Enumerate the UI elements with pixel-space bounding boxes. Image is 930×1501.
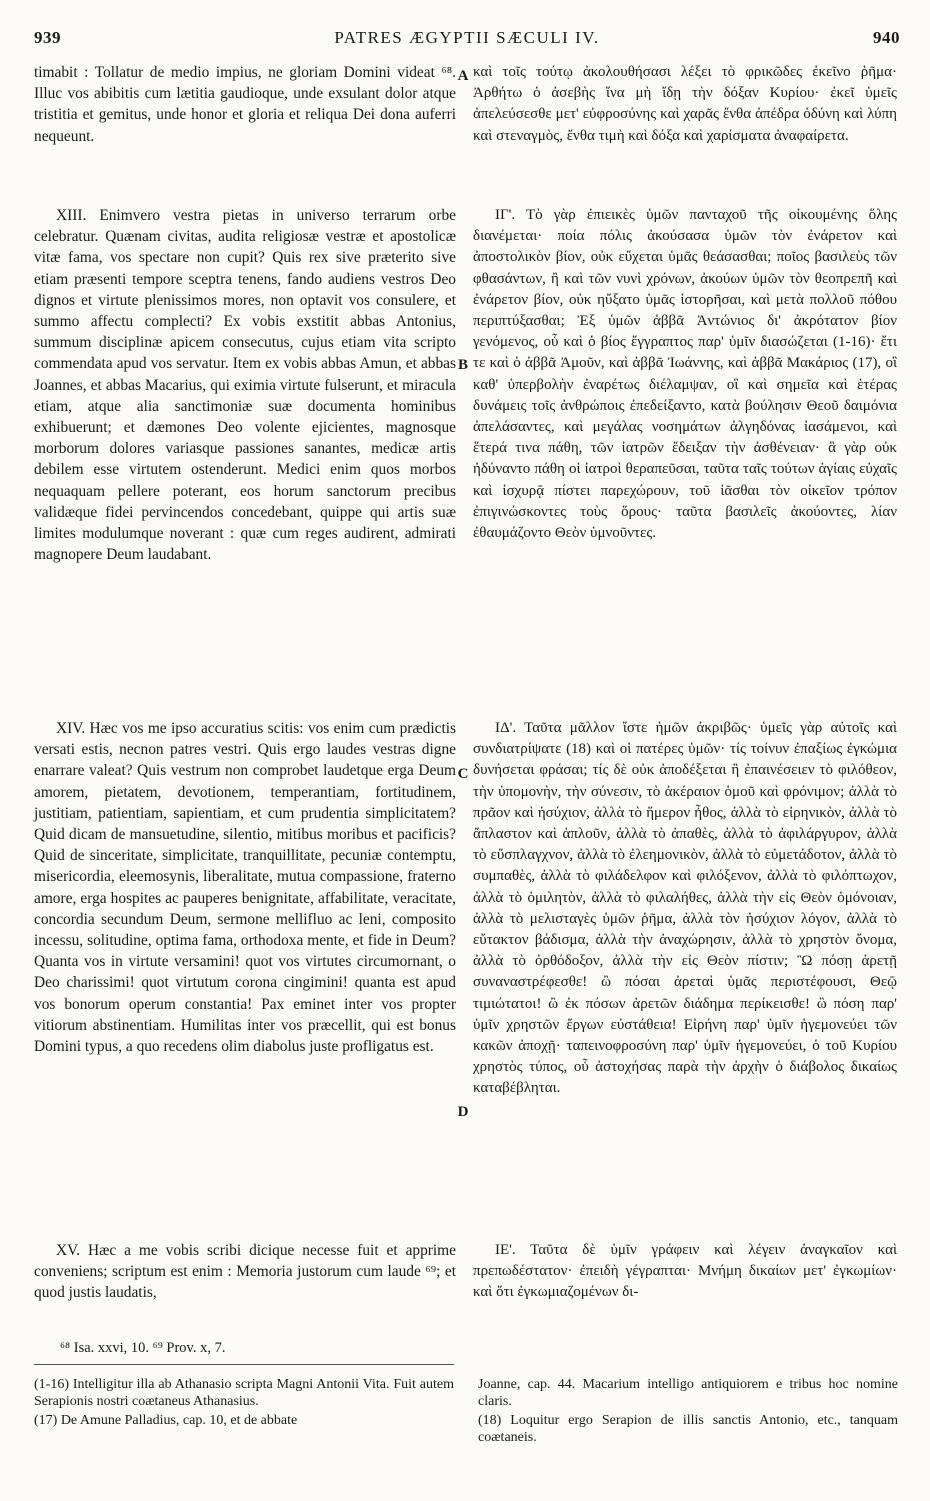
footnotes-left [34,1376,454,1431]
margin-letter-d: D [457,1104,469,1120]
footnotes-right [478,1376,898,1448]
footnote-rule [34,1364,454,1365]
latin-paragraph-14: XIV. Hæc vos me ipso accuratius scitis: vos enim cum prædictis versati estis, necnon patres vestri. Quis ergo laudes vestras digne enarrare valeat? Quis vestrum non comprobet laudetque erga Deum amorem, pietatem, devotionem, temperantiam, fortitudinem, justitiam, patientiam, sapientiam, et cum prudentia simplicitatem? Quid dicam de mansuetudine, silentio, mitibus moribus et pacificis? Quid de sinceritate, simplicitate, tranquillitate, pecuniæ contemptu, misericordia, eleemosynis, liberalitate, mutua compassione, fraterno amore, erga hospites ac pauperes benignitate, affabilitate, veracitate, concordia secundum Deum, sermone mellifluo ac leni, composito incessu, solitudine, optima fama, orthodoxa mente, et fide in Deum? Quanta vos in virtute versamini! quot vos virtutes circumornant, o Deo charissimi! quot virtutum corona cingimini! quanta est apud vos bonorum operum constantia! Pax eminet inter vos propter vitiorum abstinentiam. Humilitas inter vos præcellit, qui est bonus Domini typus, a quo recedens olim diabolus juste profligatus est. [34,720,456,1056]
running-title: PATRES ÆGYPTII SÆCULI IV. [334,28,600,47]
footnote-18: (18) Loquitur ergo Serapion de illis sanctis Antonio, etc., tanquam coætaneis. [478,1413,898,1445]
latin-paragraph-1: timabit : Tollatur de medio impius, ne gloriam Domini videat ⁶⁸. Illuc vos abibitis cum lætitia gaudioque, unde exsulant dolor atque tristitia et gemitus, unde honor et gloria et reliqua Dei dona auferri nequeunt. [34,64,456,145]
greek-paragraph-13: ΙΓ'. Τὸ γὰρ ἐπιεικὲς ὑμῶν πανταχοῦ τῆς οἰκουμένης ὅλης διανέμεται· ποία πόλις ἀκούσασα ὑμῶν τὸν ἐνάρετον καὶ ἀποστολικὸν βίον, οὐκ εὔχεται ὑμᾶς θεάσασθαι; ποῖος βασιλεὺς τῶν φθασάντων, ἢ καὶ τῶν νυνὶ χρόνων, ἀκούων ὑμῶν τὸν θεοπρεπῆ καὶ ἐνάρετον βίον, οὐκ ηὔξατο ὑμᾶς ἱστορῆσαι, καὶ μετὰ πολλοῦ πόθου περιπτύξασθαι; Ἐξ ὑμῶν ἀββᾶ Ἀντώνιος δι' ἀκρότατον βίον γενόμενος, οὗ καὶ ὁ βίος ἔγγραπτος παρ' ὑμῖν διασώζεται (1-16)· ἔτι τε καὶ ὁ ἀββᾶ Ἀμοῦν, καὶ ἀββᾶ Ἰωάννης, καὶ ἀββᾶ Μακάριος (17), οἳ καθ' ὑπερβολὴν ἐναρέτως διέλαμψαν, οἳ καὶ σημεῖα καὶ ἑτέρας δυνάμεις τοῖς ἀνθρώποις ἐπεδείξαντο, κατὰ βούλησιν Θεοῦ δαιμόνια ἀπελάσαντες, καὶ μεγάλας νοσημάτων ἀλγηδόνας ἰασάμενοι, καὶ ἕτερά τινα πάθη, τῶν ἰατρῶν ἔδειξαν τὴν ἀσθένειαν· ἃ γὰρ οὐκ ἠδύναντο πάθη οἱ ἰατροὶ θεραπεῦσαι, ταῦτα ταῖς τούτων ἁγίαις εὐχαῖς καὶ ἰσχυρᾷ πίστει παρεχώρουν, τοῦ ἰᾶσθαι τὸν οἰκεῖον τρόπον ἐπιγινώσκοντες τοὺς ὅρους· ταῦτα βασιλεῖς ἀκούοντες, λίαν ἐθαυμάζοντο Θεὸν ὑμνοῦντες. [473,207,897,542]
greek-paragraph-1: καὶ τοῖς τούτῳ ἀκολουθήσασι λέξει τὸ φρικῶδες ἐκεῖνο ῥῆμα· Ἀρθήτω ὁ ἀσεβὴς ἵνα μὴ ἴδῃ τὴν δόξαν Κυρίου· ἐκεῖ ὑμεῖς ἀπελεύσεσθε μετ' εὐφροσύνης καὶ χαρᾶς ἔνθα ἀπέδρα ὀδύνη καὶ λύπη καὶ στεναγμὸς, ἔνθα τιμὴ καὶ δόξα καὶ χαρίσματα ἀναφαίρετα. [473,64,897,144]
footnote-1-16: (1-16) Intelligitur illa ab Athanasio scripta Magni Antonii Vita. Fuit autem Serapionis nostri coætaneus Athanasius. [34,1377,454,1409]
greek-paragraph-14: ΙΔ'. Ταῦτα μᾶλλον ἴστε ἡμῶν ἀκριβῶς· ὑμεῖς γὰρ αὐτοῖς καὶ συνδιατρίψατε (18) καὶ οἱ πατέρες ὑμῶν· τίς τοίνυν ἐπαξίως ἐγκώμια δυνήσεται φράσαι; τίς δὲ οὐκ ἀποδέξεται ἢ ἐπαινέσειεν τὸ φιλόθεον, τὴν ὑπομονὴν, τὴν σύνεσιν, τὸ ἀκέραιον ὁμοῦ καὶ φρόνιμον; ἀλλὰ τὸ πρᾶον καὶ ἡσύχιον, ἀλλὰ τὸ ἥμερον ἦθος, ἀλλὰ τὸ εἰρηνικὸν, ἀλλὰ τὸ ἄπλαστον καὶ ἁπλοῦν, ἀλλὰ τὸ ἀπαθὲς, ἀλλὰ τὸ ἀφιλάργυρον, ἀλλὰ τὸ εὔσπλαγχνον, ἀλλὰ τὸ ἐλεημονικὸν, ἀλλὰ τὸ εὐμετάδοτον, ἀλλὰ τὸ συμπαθὲς, ἀλλὰ τὸ φιλάδελφον καὶ φιλόξενον, ἀλλὰ τὸ φιλόπτωχον, ἀλλὰ τὸ ὁμιλητὸν, ἀλλὰ τὸ φιλαλήθες, ἀλλὰ τὴν εἰς Θεὸν ὁμόνοιαν, ἀλλὰ τὸ μελισταγὲς ὑμῶν ῥῆμα, ἀλλὰ τὸν ἡσύχιον λόγον, ἀλλὰ τὸ εὔτακτον βάδισμα, ἀλλὰ τὴν ἀναχώρησιν, ἀλλὰ τὸ χρηστὸν ὄνομα, ἀλλὰ τὸ ὀρθόδοξον, ἀλλὰ τὴν εἰς Θεὸν πίστιν; Ὢ πόσῃ ἀρετῇ συναναστρέφεσθε! ὢ πόσαι ἀρεταὶ ὑμᾶς περιστέφουσι, Θεῷ τιμιώτατοι! ὢ ἐκ πόσων ἀρετῶν διάδημα περίκεισθε! ὢ πόση παρ' ὑμῖν χρηστῶν ἔργων εὐστάθεια! Εἰρήνη παρ' ὑμῖν ἡγεμονεύει τῶν κακῶν ἀποχῇ· ταπεινοφροσύνη παρ' ὑμῖν ἡγεμονεύει, ὁ τοῦ Κυρίου χρηστὸς τύπος, οὗ ἀστοχήσας παρὰ τὴν ἀρχὴν ὁ διάβολος δικαίως καταβέβληται. [473,720,897,1097]
margin-letter-a: A [457,68,469,84]
scripture-references: ⁶⁸ Isa. xxvi, 10. ⁶⁹ Prov. x, 7. [60,1340,226,1356]
page-number-right: 940 [873,28,900,47]
greek-paragraph-15: ΙΕ'. Ταῦτα δὲ ὑμῖν γράφειν καὶ λέγειν ἀναγκαῖον καὶ πρεπωδέστατον· ἐπειδὴ γέγραπται· Μνήμη δικαίων μετ' ἐγκωμίων· καὶ ὅτι ἐγκωμιαζομένων δι- [473,1242,897,1301]
page-number-left: 939 [34,28,61,47]
margin-letter-b: B [457,357,468,373]
latin-paragraph-15: XV. Hæc a me vobis scribi dicique necesse fuit et apprime conveniens; scriptum est enim : Memoria justorum cum laude ⁶⁹; et quod justis laudatis, [34,1242,456,1302]
footnote-17-continued: Joanne, cap. 44. Macarium intelligo antiquiorem e tribus hoc nomine claris. [478,1377,898,1409]
latin-paragraph-13: XIII. Enimvero vestra pietas in universo terrarum orbe celebratur. Quænam civitas, audita religiosæ vestræ et apostolicæ vitæ fama, vos spectare non cupit? Quis rex sive præterito sive etiam præsenti tempore sceptra tenens, fando audiens vestros Deo dignos et virtute plenissimos mores, non optavit vos consulere, et summo affectu complecti? Ex vobis exstitit abbas Antonius, summum disciplinæ apicem consecutus, cujus etiam vita scripto commendata apud vos servatur. Item ex vobis abbas Amun, et abbas Joannes, et abbas Macarius, qui eximia virtute fulserunt, et miracula etiam, atque alia sanctimoniæ suæ documenta hominibus exhibuerunt; et dæmones Deo volente ejicientes, magnosque morborum dolores variasque passiones sanantes, medicæ artis debilem esse virtutem ostenderunt. Medici enim quos morbos nequaquam pellere poterant, eos horum sanctorum precibus validæque fidei pervincendos concedebant, quippe qui artis suæ limites modulumque noverant : quæ cum reges audirent, admirati magnopere Deum laudabant. [34,207,456,564]
footnote-17: (17) De Amune Palladius, cap. 10, et de abbate [34,1413,298,1428]
margin-letter-c: C [457,766,469,782]
page-header [34,28,900,54]
